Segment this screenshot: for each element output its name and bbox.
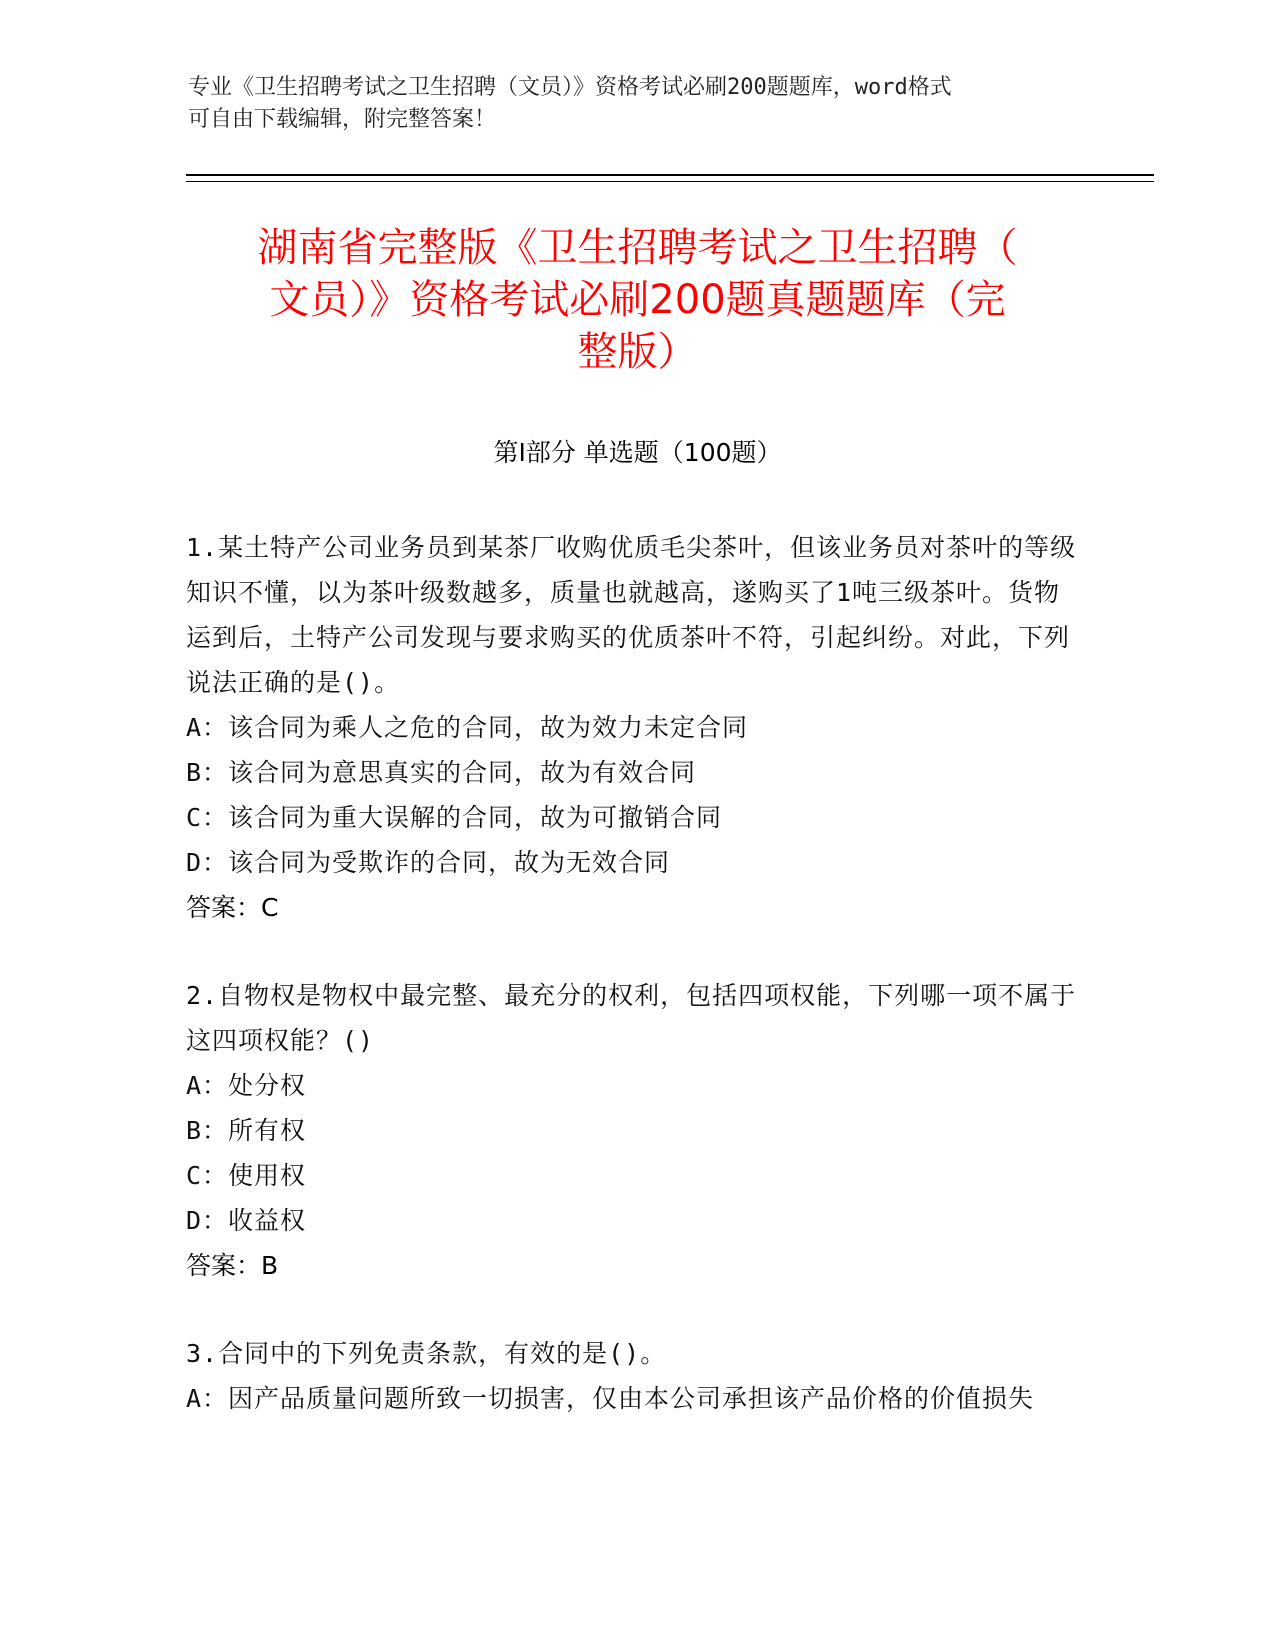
header-note-line-2: 可自由下载编辑，附完整答案！ — [188, 107, 497, 132]
option-c: C：使用权 — [186, 1161, 307, 1190]
question-3 — [186, 1331, 1081, 1421]
option-a: A：因产品质量问题所致一切损害，仅由本公司承担该产品价格的价值损失 — [186, 1384, 1035, 1413]
header-note — [188, 72, 1068, 136]
header-divider-thin — [186, 181, 1154, 182]
option-d: D：收益权 — [186, 1206, 307, 1235]
question-stem: 3.合同中的下列免责条款，有效的是()。 — [186, 1339, 667, 1368]
answer: 答案：B — [186, 1251, 279, 1280]
document-title — [190, 222, 1085, 378]
option-b: B：该合同为意思真实的合同，故为有效合同 — [186, 758, 697, 787]
question-2 — [186, 973, 1081, 1288]
option-b: B：所有权 — [186, 1116, 307, 1145]
question-list — [186, 525, 1081, 1421]
document-title-line-3: 整版） — [577, 329, 698, 375]
document-title-line-1: 湖南省完整版《卫生招聘考试之卫生招聘（ — [257, 225, 1018, 271]
question-1 — [186, 525, 1081, 930]
option-a: A：该合同为乘人之危的合同，故为效力未定合同 — [186, 713, 749, 742]
question-stem: 2.自物权是物权中最完整、最充分的权利，包括四项权能，下列哪一项不属于这四项权能？() — [186, 981, 1077, 1055]
header-divider-thick — [186, 174, 1154, 176]
option-d: D：该合同为受欺诈的合同，故为无效合同 — [186, 848, 671, 877]
answer: 答案：C — [186, 893, 279, 922]
option-c: C：该合同为重大误解的合同，故为可撤销合同 — [186, 803, 723, 832]
document-title-line-2: 文员）》资格考试必刷200题真题题库（完 — [269, 277, 1006, 323]
option-a: A：处分权 — [186, 1071, 307, 1100]
header-note-line-1: 专业《卫生招聘考试之卫生招聘（文员）》资格考试必刷200题题库，word格式 — [188, 75, 952, 100]
question-stem: 1.某土特产公司业务员到某茶厂收购优质毛尖茶叶，但该业务员对茶叶的等级知识不懂，以为茶叶级数越多，质量也就越高，遂购买了1吨三级茶叶。货物运到后，土特产公司发现与要求购买的优质茶叶不符，引起纠纷。对此，下列说法正确的是()。 — [186, 533, 1077, 697]
section-heading: 第Ⅰ部分 单选题（100题） — [493, 438, 782, 467]
